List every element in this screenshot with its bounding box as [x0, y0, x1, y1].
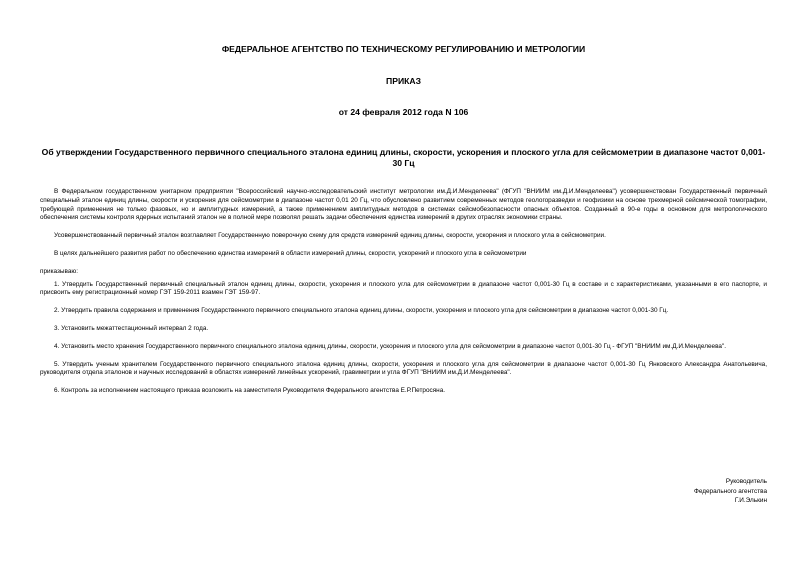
paragraph-scheme: Усовершенствованный первичный эталон возглавляет Государственную поверочную схему для средств измерений единиц длины, скорости, ускорения и плоского угла в сейсмометрии. [54, 232, 606, 240]
paragraph-order-word: приказываю: [40, 267, 78, 275]
document-type: ПРИКАЗ [386, 76, 421, 86]
signature-name: Г.И.Элькин [734, 497, 767, 504]
document-body [40, 188, 767, 396]
order-item-4: 4. Установить место хранения Государственного первичного специального эталона единиц длины, скорости, ускорения и плоского угла для сейсмометрии в диапазоне частот 0,001-30 Гц - ФГУП "ВНИИМ им.Д.И.Менделеева". [54, 342, 726, 350]
paragraph-intro: В Федеральном государственном унитарном предприятии "Всероссийский научно-исследовательский институт метрологии им.Д.И.Менделеева" (ФГУП "ВНИИМ им.Д.И.Менделеева") усовершенствован Государственный первичный специальный эталон единиц длины, скорости и ускорения для сейсмометрии в диапазоне частот 0,01 20 Гц, что обусловлено развитием современных методов геологоразведки и геофизики на основе трехмерной сейсмической томографии, требующей применения не только фазовых, но и амплитудных измерений, а также применением амплитудных методов в системах сейсмобезопасности опасных объектов. Созданный в 90-е годы в основном для метрологического обеспечения системы контроля ядерных испытаний эталон не в полной мере позволял решать задачи обеспечения единства измерений в других отраслях экономики страны. [40, 188, 767, 222]
order-item-5: 5. Утвердить ученым хранителем Государственного первичного специального эталона единиц длины, скорости, ускорения и плоского угла для сейсмометрии в диапазоне частот 0,001-30 Гц Янковского Александра Анатольевича, руководителя отдела эталонов и научных исследований в областях измерений линейных ускорений, гравиметрии и угла ФГУП "ВНИИМ им.Д.И.Менделеева". [40, 360, 767, 377]
order-item-2: 2. Утвердить правила содержания и применения Государственного первичного специального эталона единиц длины, скорости, ускорения и плоского угла для сейсмометрии в диапазоне частот 0,001-30 Гц. [54, 307, 669, 315]
order-item-1: 1. Утвердить Государственный первичный специальный эталон единиц длины, скорости, ускорения и плоского угла для сейсмометрии в диапазоне частот 0,001-30 Гц в составе и с характеристиками, указанными в его паспорте, и присвоить ему регистрационный номер ГЭТ 159-2011 взамен ГЭТ 159-97. [40, 280, 767, 297]
document-date-number: от 24 февраля 2012 года N 106 [338, 107, 469, 117]
document-title: Об утверждении Государственного первичного специального эталона единиц длины, скорости, ускорения и плоского угла для сейсмометрии в диапазоне частот 0,001-30 Гц [41, 147, 766, 168]
paragraph-purpose: В целях дальнейшего развития работ по обеспечению единства измерений в области измерений длины, скорости, ускорений и плоского угла в сейсмометрии [54, 249, 527, 257]
agency-name: ФЕДЕРАЛЬНОЕ АГЕНТСТВО ПО ТЕХНИЧЕСКОМУ РЕГУЛИРОВАНИЮ И МЕТРОЛОГИИ [221, 44, 586, 54]
signature-block [567, 477, 767, 506]
order-item-6: 6. Контроль за исполнением настоящего приказа возложить на заместителя Руководителя Федерального агентства Е.Р.Петросяна. [54, 387, 446, 395]
order-item-3: 3. Установить межаттестационный интервал 2 года. [54, 324, 209, 332]
signature-organization: Федерального агентства [693, 487, 767, 495]
signature-position: Руководитель [725, 478, 767, 485]
